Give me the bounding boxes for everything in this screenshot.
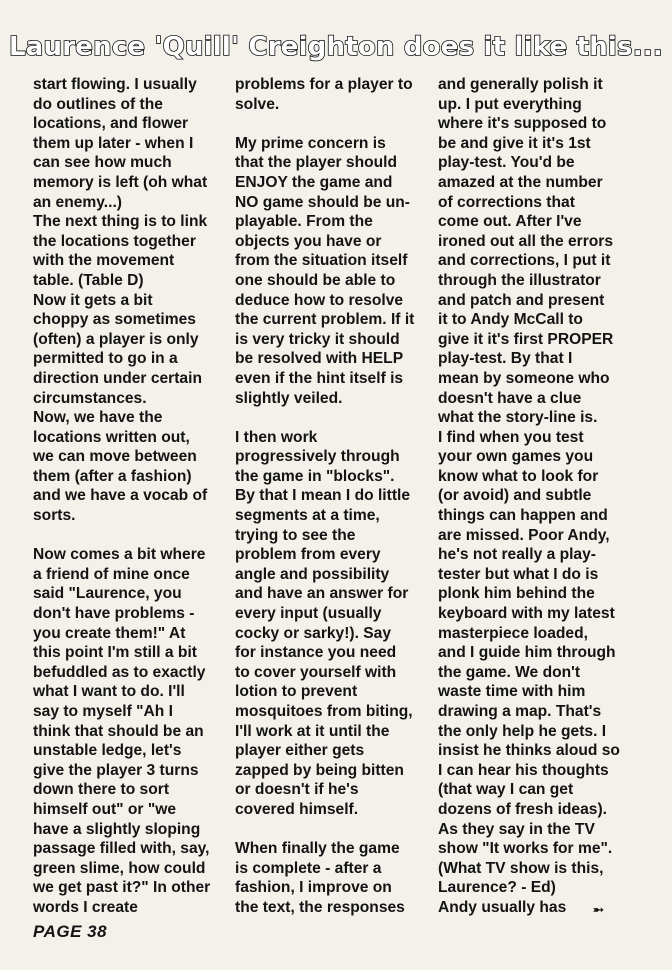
text-line: problems for a player to — [235, 76, 413, 93]
text-line: ENJOY the game and — [235, 173, 393, 191]
text-line: it to Andy McCall to — [438, 311, 583, 329]
text-line: and I guide him through — [438, 644, 616, 662]
text-line: waste time with him — [438, 683, 586, 701]
paragraph-gap — [235, 820, 415, 840]
text-line: where it's supposed to — [438, 115, 607, 133]
text-line: and corrections, I put it — [438, 252, 611, 270]
text-line: When finally the game — [235, 840, 400, 858]
text-line: the current problem. If it — [235, 311, 415, 329]
text-line: choppy as sometimes — [33, 311, 196, 329]
text-line: give the player 3 turns — [33, 761, 199, 779]
text-line: player either gets — [235, 742, 365, 760]
text-line: circumstances. — [33, 389, 147, 407]
text-line: come out. After I've — [438, 213, 582, 231]
text-line: play-test. You'd be — [438, 154, 575, 172]
text-line: start flowing. I usually — [33, 76, 197, 93]
text-line: from the situation itself — [235, 252, 408, 270]
text-line: of corrections that — [438, 193, 575, 211]
text-line: drawing a map. That's — [438, 703, 602, 720]
text-line: unstable ledge, let's — [33, 742, 182, 760]
text-line: one should be able to — [235, 271, 396, 289]
text-line: tester but what I do is — [438, 565, 599, 583]
text-line: them up later - when I — [33, 134, 194, 152]
text-line: to cover yourself with — [235, 663, 397, 681]
text-line: for instance you need — [235, 644, 397, 662]
paragraph-gap — [235, 408, 415, 428]
text-line: dozens of fresh ideas). — [438, 800, 607, 818]
text-line: your own games you — [438, 448, 594, 466]
text-line: think that should be an — [33, 722, 204, 740]
text-line: is very tricky it should — [235, 330, 400, 348]
text-line: masterpiece loaded, — [438, 624, 588, 642]
paragraph-gap — [33, 526, 213, 546]
text-line: say to myself "Ah I — [33, 703, 173, 720]
text-line: through the illustrator — [438, 271, 601, 289]
text-line: be and give it it's 1st — [438, 134, 591, 152]
text-column-3 — [438, 75, 638, 918]
text-line: the game in "blocks". — [235, 467, 395, 485]
text-line: give it it's first PROPER — [438, 330, 614, 348]
text-line: befuddled as to exactly — [33, 663, 206, 681]
text-line: NO game should be un- — [235, 193, 411, 211]
text-line: Now comes a bit where — [33, 546, 206, 564]
text-line: direction under certain — [33, 369, 202, 387]
text-line: we get past it?" In other — [33, 879, 211, 897]
text-line: lotion to prevent — [235, 683, 358, 701]
text-column-2 — [235, 75, 415, 918]
text-line: zapped by being bitten — [235, 761, 404, 779]
text-line: we can move between — [33, 448, 197, 466]
text-line: My prime concern is — [235, 134, 386, 152]
text-line: mean by someone who — [438, 369, 610, 387]
text-line: covered himself. — [235, 800, 359, 818]
text-line: you create them!" At — [33, 624, 186, 642]
text-line: locations written out, — [33, 428, 190, 446]
text-line: the text, the responses — [235, 898, 405, 916]
text-line: every input (usually — [235, 605, 382, 623]
text-line: progressively through — [235, 448, 400, 466]
text-line: locations, and flower — [33, 115, 189, 133]
text-line: (often) a player is only — [33, 330, 199, 348]
text-line: or doesn't if he's — [235, 781, 359, 799]
text-line: table. (Table D) — [33, 271, 144, 289]
text-line: Now it gets a bit — [33, 291, 153, 309]
text-line: Andy usually has — [438, 898, 567, 916]
text-line: By that I mean I do little — [235, 487, 411, 505]
text-line: play-test. By that I — [438, 350, 573, 368]
text-line: amazed at the number — [438, 173, 603, 191]
text-line: and patch and present — [438, 291, 605, 309]
text-line: (What TV show is this, — [438, 859, 604, 877]
text-line: Now, we have the — [33, 409, 163, 427]
text-line: them (after a fashion) — [33, 467, 192, 485]
text-line: trying to see the — [235, 526, 356, 544]
text-line: and have an answer for — [235, 585, 409, 603]
text-line: I find when you test — [438, 428, 584, 446]
text-column-1 — [33, 75, 213, 918]
text-line: insist he thinks aloud so — [438, 742, 620, 760]
text-line: objects you have or — [235, 232, 382, 250]
text-line: The next thing is to link — [33, 213, 208, 231]
text-line: permitted to go in a — [33, 350, 178, 368]
text-line: playable. From the — [235, 213, 373, 231]
text-line: is complete - after a — [235, 859, 382, 877]
text-line: can see how much — [33, 154, 172, 172]
text-line: angle and possibility — [235, 565, 390, 583]
text-line: what the story-line is. — [438, 409, 598, 427]
text-line: with the movement — [33, 252, 175, 270]
text-line: have a slightly sloping — [33, 820, 201, 838]
page-title: Laurence 'Quill' Creighton does it like this... — [9, 32, 663, 62]
text-line: himself out" or "we — [33, 800, 177, 818]
text-line: he's not really a play- — [438, 546, 596, 564]
text-line: segments at a time, — [235, 507, 380, 525]
text-line: (or avoid) and subtle — [438, 487, 592, 505]
text-line: up. I put everything — [438, 95, 582, 113]
text-line: problem from every — [235, 546, 381, 564]
text-line: As they say in the TV — [438, 820, 595, 838]
text-line: things can happen and — [438, 507, 608, 525]
text-line: solve. — [235, 95, 280, 113]
text-line: Laurence? - Ed) — [438, 879, 556, 897]
text-line: doesn't have a clue — [438, 389, 582, 407]
text-line: be resolved with HELP — [235, 350, 404, 368]
text-line: the locations together — [33, 232, 196, 250]
text-line: I can hear his thoughts — [438, 761, 609, 779]
text-line: mosquitoes from biting, — [235, 703, 413, 720]
text-line: ironed out all the errors — [438, 232, 614, 250]
text-line: and generally polish it — [438, 76, 603, 93]
text-line: the game. We don't — [438, 663, 581, 681]
text-line: a friend of mine once — [33, 565, 190, 583]
text-line: I then work — [235, 428, 318, 446]
text-line: sorts. — [33, 507, 76, 525]
text-line: cocky or sarky!). Say — [235, 624, 392, 642]
text-line: do outlines of the — [33, 95, 163, 113]
text-line: memory is left (oh what — [33, 173, 208, 191]
text-line: green slime, how could — [33, 859, 206, 877]
page-number: PAGE 38 — [33, 922, 108, 941]
text-line: that the player should — [235, 154, 398, 172]
text-line: this point I'm still a bit — [33, 644, 197, 662]
text-line: said "Laurence, you — [33, 585, 182, 603]
text-line: know what to look for — [438, 467, 599, 485]
text-line: deduce how to resolve — [235, 291, 404, 309]
text-line: (that way I can get — [438, 781, 574, 799]
paragraph-gap — [235, 114, 415, 134]
text-line: show "It works for me". — [438, 840, 613, 858]
text-line: words I create — [33, 898, 138, 916]
text-line: even if the hint itself is — [235, 369, 404, 387]
continued-arrow-icon: ➵ — [593, 902, 604, 917]
text-line: what I want to do. I'll — [33, 683, 185, 701]
text-line: and we have a vocab of — [33, 487, 208, 505]
text-line: are missed. Poor Andy, — [438, 526, 610, 544]
text-line: down there to sort — [33, 781, 170, 799]
text-line: I'll work at it until the — [235, 722, 390, 740]
text-line: the only help he gets. I — [438, 722, 607, 740]
text-line: slightly veiled. — [235, 389, 343, 407]
text-line: keyboard with my latest — [438, 605, 615, 623]
text-line: fashion, I improve on — [235, 879, 392, 897]
text-line: passage filled with, say, — [33, 840, 210, 858]
text-line: an enemy...) — [33, 193, 122, 211]
text-line: don't have problems - — [33, 605, 195, 623]
text-line: plonk him behind the — [438, 585, 595, 603]
